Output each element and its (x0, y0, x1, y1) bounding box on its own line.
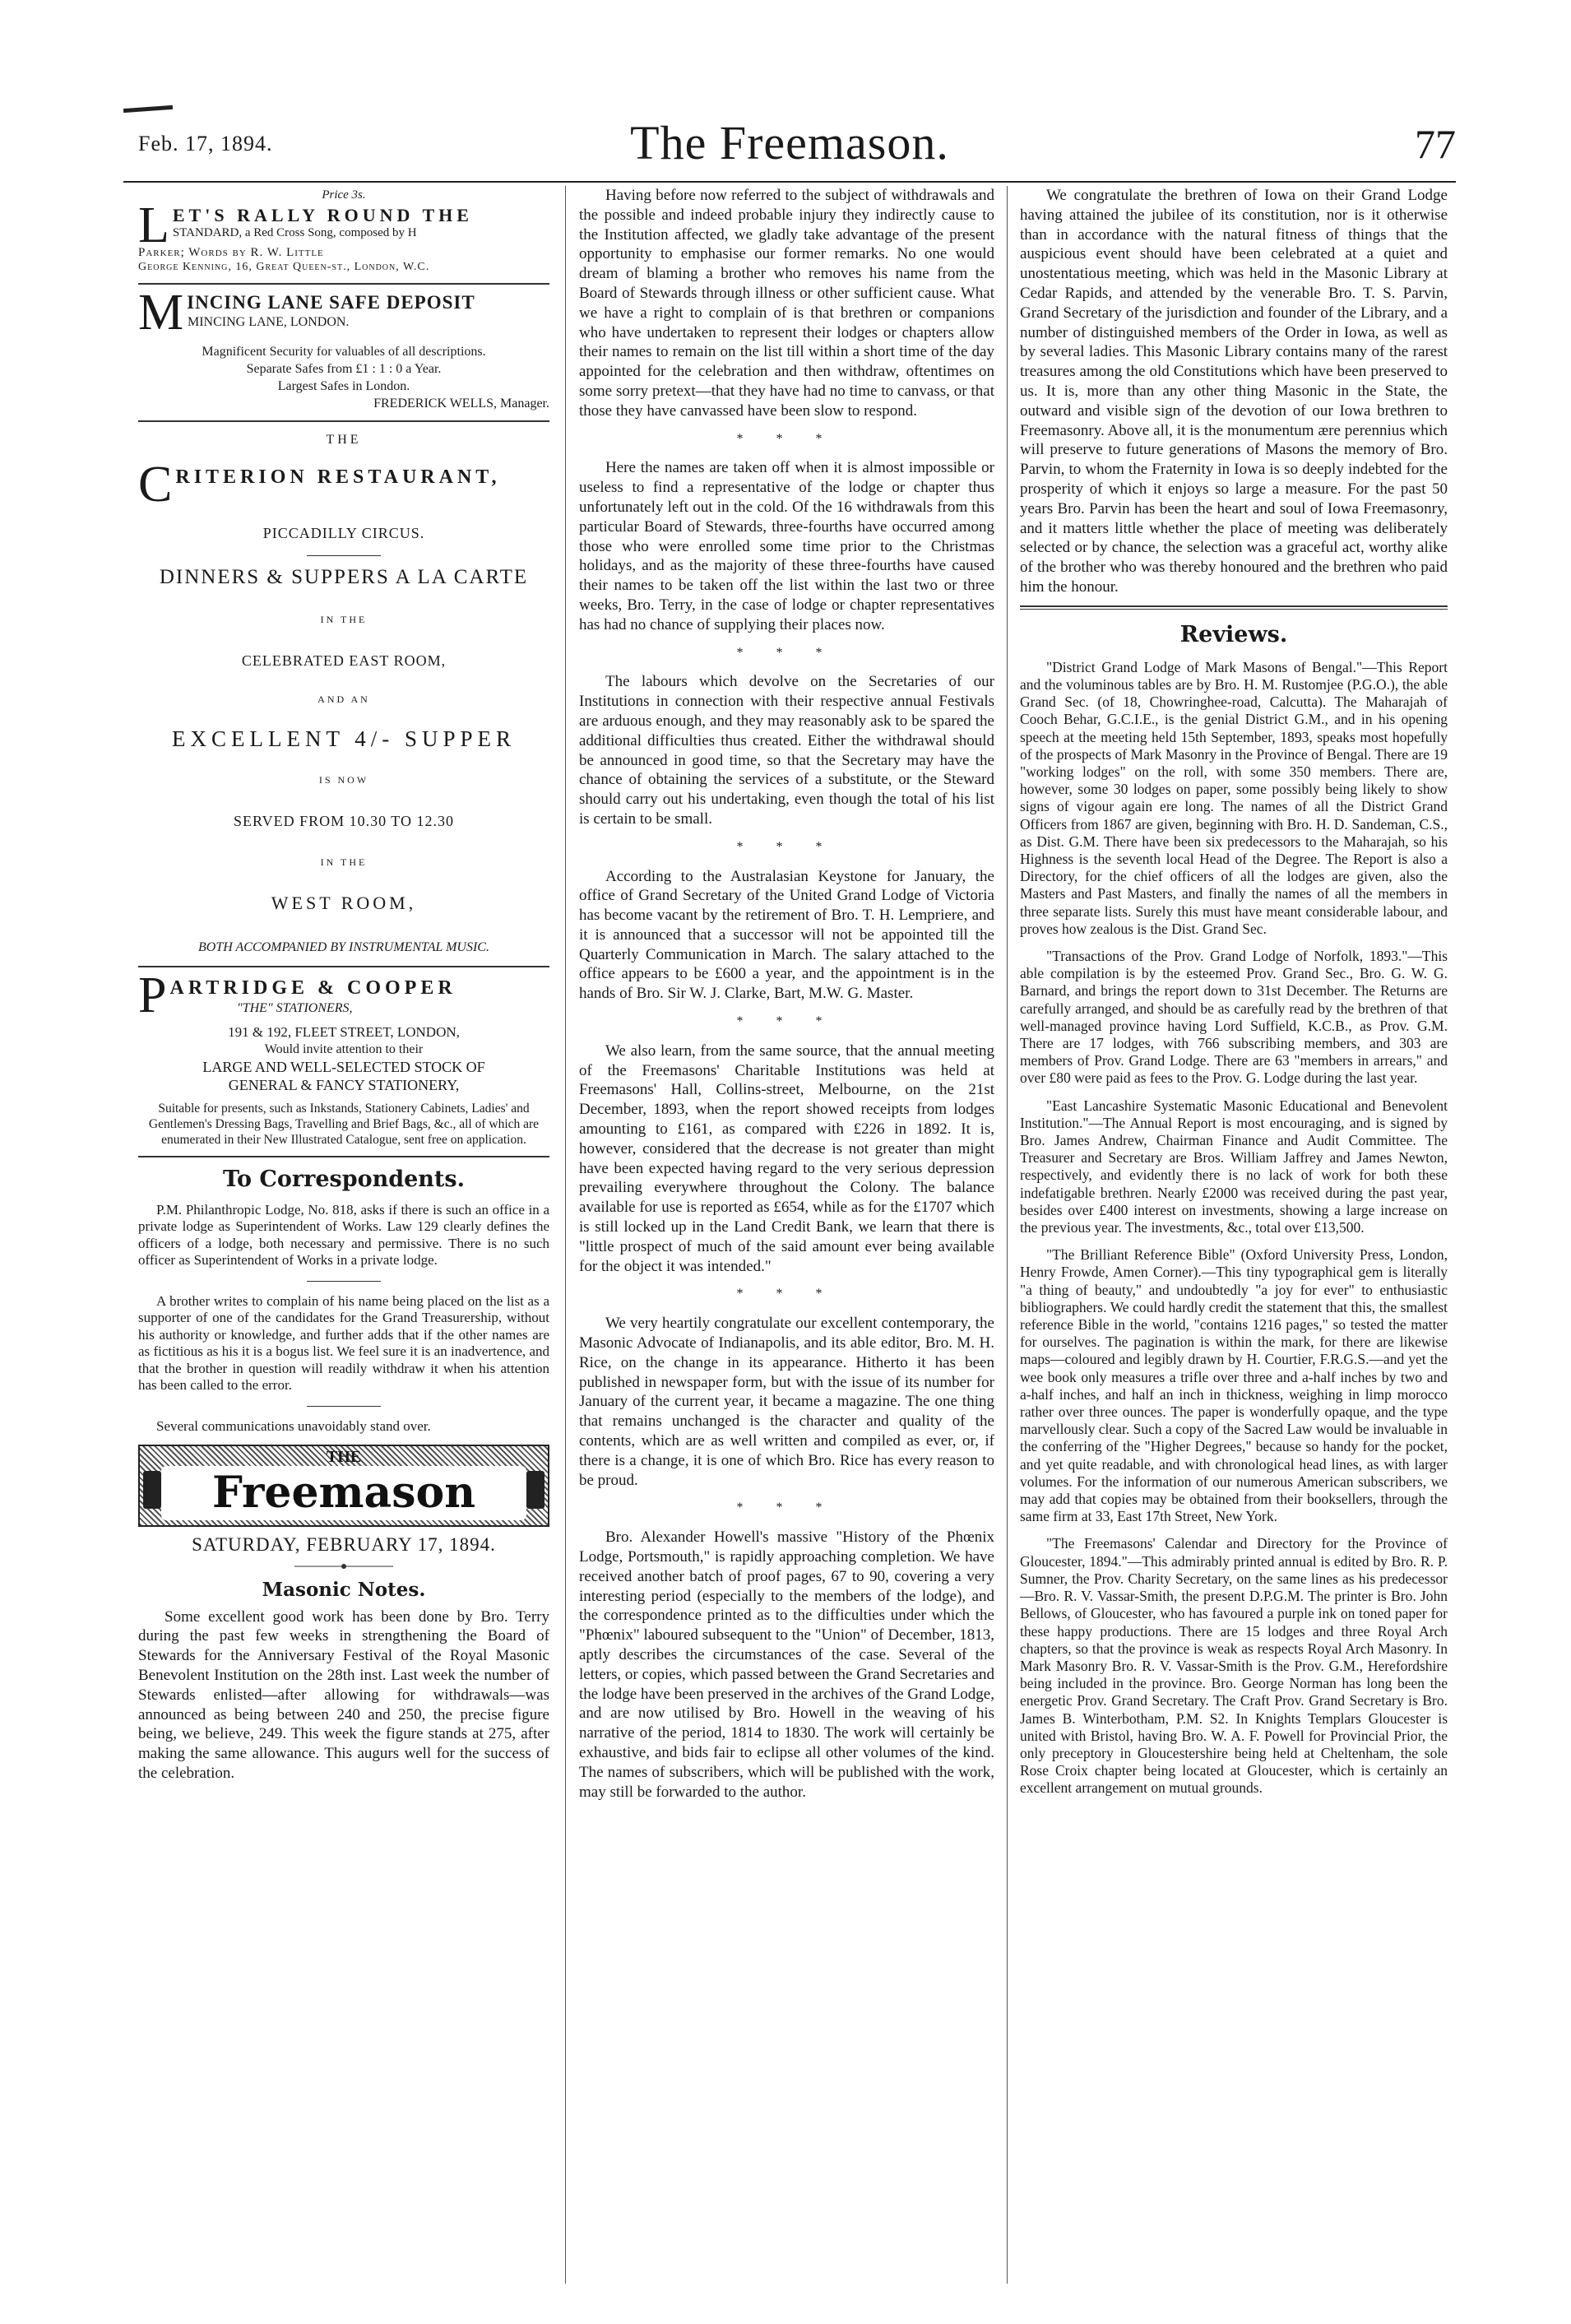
drop-initial: L (138, 197, 169, 253)
ad-separator (138, 1156, 549, 1157)
review-paragraph: "The Brilliant Reference Bible" (Oxford University Press, London, Henry Frowde, Amen Corner).—This tiny typographical gem is literally "a thing of beauty," and undoubtedly "a joy for ever" to enthusiastic bibliographers. We could hardly credit the statement that this, the smallest reference Bible in the world, "contains 1216 pages," so tested the matter for ourselves. The pagination is within the mark, for there are likewise maps—coloured and legibly drawn by H. Courtier, F.R.G.S.—and yet the wee book only measures a trifle over three and a-half inches by two and a-half inches, and half an inch in thickness, weighing in limp morocco rather over three ounces. The paper is wonderfully opaque, and the type marvellously clear. Such a copy of the Sacred Law would be invaluable in the conferring of the "Higher Degrees," because so handy for the pocket, and yet quite readable, and with chronological head lines, as with larger volumes. For the information of our numerous American subscribers, we may add that copies may be obtained from their booksellers, through the same firm at 33, East 17th Street, New York. (1020, 1246, 1448, 1525)
ad-line: Parker; Words by R. W. Little (138, 245, 324, 259)
correspondent-note: Several communications unavoidably stand over. (156, 1417, 431, 1434)
ad-rule (307, 555, 381, 556)
ad-line: George Kenning, 16, Great Queen-st., London, W.C. (138, 260, 430, 273)
section-stars: * * * (736, 645, 837, 660)
ad-small-caption: IN THE (320, 613, 368, 625)
ad-partridge-cooper (138, 967, 549, 1148)
note-rule (307, 1281, 381, 1282)
section-stars: * * * (736, 1287, 837, 1301)
section-stars: * * * (736, 431, 837, 446)
ad-separator (138, 283, 549, 285)
article-paragraph: According to the Australasian Keystone for January, the office of Grand Secretary of the United Grand Lodge of Victoria has become vacant by the retirement of Bro. T. H. Lempriere, and it is announced that a successor will not be appointed till the Quarterly Communication in March. The salary attached to the office appears to be £600 a year, and the appointment is in the hands of Bro. Sir W. J. Clarke, Bart, M.W. G. Master. (579, 867, 994, 1003)
section-heading-correspondents: To Correspondents. (222, 1166, 465, 1192)
section-stars: * * * (736, 1014, 837, 1029)
issue-dateline: SATURDAY, FEBRUARY 17, 1894. (192, 1534, 496, 1556)
ad-line: STANDARD, a Red Cross Song, composed by H (172, 225, 417, 239)
column-right (1020, 186, 1448, 1798)
drop-initial: M (138, 284, 184, 341)
correspondent-note: A brother writes to complain of his name being placed on the list as a supporter of one of the candidates for the Grand Treasurership, without his authority or knowledge, and further adds that if the other names are as fictitious as his it is a bogus list. We feel sure it is an inadvertence, and that the brother in question will readily withdraw it when his attention has been called to the error. (138, 1292, 549, 1394)
ad-line: BOTH ACCOMPANIED BY INSTRUMENTAL MUSIC. (198, 940, 489, 955)
ad-criterion (138, 430, 549, 958)
ad-line: LARGE AND WELL-SELECTED STOCK OF (202, 1058, 485, 1075)
review-paragraph: "The Freemasons' Calendar and Directory for the Province of Gloucester, 1894."—This admirably printed annual is edited by Bro. R. P. Sumner, the Prov. Charity Secretary, on the same lines as his predecessor—Bro. R. V. Vassar-Smith, the present D.P.G.M. The printer is Bro. John Bellows, of Gloucester, who has favoured a purple ink on toned paper for these happy productions. There are 15 lodges and three Royal Arch chapters, so that the province is weak as respects Royal Arch Masonry. In Mark Masonry Bro. R. V. Vassar-Smith is the Prov. G.M., Herefordshire being included in the province. Bro. George Norman has long been the energetic Prov. Grand Secretary. The Craft Prov. Grand Secretary is Bro. James B. Winterbotham, P.M. S2. In Knights Templars Gloucester is united with Bristol, having Bro. W. A. F. Powell for Provincial Prior, the only preceptory in Gloucestershire being held at Cheltenham, the sole Rose Croix chapter being located at Gloucester, which is certainly an excellent arrangement on mutual grounds. (1020, 1535, 1448, 1797)
ad-line: Would invite attention to their (264, 1041, 424, 1056)
ad-address: MINCING LANE, LONDON. (188, 314, 350, 329)
section-heading-reviews: Reviews. (1179, 621, 1288, 647)
ad-line: EXCELLENT 4/- SUPPER (171, 726, 516, 752)
masthead-rule (123, 181, 1456, 183)
ad-small-caption: IS NOW (318, 773, 369, 786)
section-stars: * * * (736, 839, 837, 854)
ad-line: Largest Safes in London. (277, 379, 410, 394)
ad-line: DINNERS & SUPPERS A LA CARTE (159, 565, 529, 588)
ad-headline: INCING LANE SAFE DEPOSIT (187, 291, 475, 313)
column-divider (1007, 186, 1008, 2284)
ad-headline: ET'S RALLY ROUND THE (172, 204, 473, 225)
ad-price: Price 3s. (322, 188, 366, 202)
ad-small-caption: THE (326, 433, 362, 448)
banner-the: THE (326, 1448, 362, 1467)
newspaper-title: The Freemason. (630, 116, 949, 169)
ad-line: Separate Safes from £1 : 1 : 0 a Year. (246, 362, 442, 377)
review-paragraph: "Transactions of the Prov. Grand Lodge of Norfolk, 1893."—This able compilation is by the esteemed Prov. Grand Sec., Bro. G. W. G. Barnard, and brings the report down to 31st December. The Returns are carefully arranged, and should be as carefully read by the brethren of that well-managed province having Lord Suffield, K.C.B., as Prov. G.M. There are 17 lodges, with 766 subscribing members, and 303 are members of Prov. Grand Lodge. There are 63 "members in arrears," and over £80 were paid as fees to the Prov. G. Lodge during the last year. (1020, 947, 1448, 1087)
article-paragraph: The labours which devolve on the Secretaries of our Institutions in connection with their respective annual Festivals are arduous enough, and they may reasonably ask to be spared the additional difficulties thus created. Either the withdrawal should be announced in good time, so that the Secretary may have the chance of obtaining the services of a substitute, or the Steward should carry out his undertaking, even though the total of his list is certain to be small. (579, 673, 994, 828)
ad-separator (138, 420, 549, 422)
column-middle (579, 186, 994, 1802)
ad-line: SERVED FROM 10.30 TO 12.30 (234, 812, 454, 829)
drop-initial: C (138, 457, 173, 513)
ad-headline: RITERION RESTAURANT, (175, 466, 501, 489)
ornament-divider (138, 1556, 549, 1576)
freemason-masthead-banner (138, 1445, 549, 1527)
article-paragraph: Bro. Alexander Howell's massive "History of the Phœnix Lodge, Portsmouth," is rapidly approaching completion. We have received another batch of proof pages, 67 to 90, covering a very interesting period (especially to the members of the lodge), and the correspondence printed as to the difficulties under which the "Phœnix" laboured subsequent to the "Union" of December, 1813, aptly describes the circumstances of the case. Several of the letters, or copies, which passed between the Grand Secretaries and the lodge have been preserved in the archives of the Grand Lodge, and are now utilised by Bro. Howell in the weaving of his narrative of the period, 1814 to 1830. The work will certainly be exhaustive, and bids fair to eclipse all other volumes of the kind. The names of subscribers, which will be published with the work, may still be forwarded to the author. (579, 1528, 994, 1801)
review-paragraph: "District Grand Lodge of Mark Masons of Bengal."—This Report and the voluminous tables are by Bro. H. M. Rustomjee (P.G.O.), the able Grand Sec. (of 18, Chowringhee-road, Calcutta). The Maharajah of Cooch Behar, G.C.I.E., is the genial District G.M., and in his opening speech at the meeting held 15th September, 1893, speaks most hopefully of the prospects of Mark Masonry in the Province of Bengal. There are 19 "working lodges" on the roll, with some 350 members. There are, however, some 30 lodges on paper, some possibly being likely to show signs of vigour again ere long. The names of all the District Grand Officers from 1867 are given, beginning with Bro. H. D. Sandeman, C.S., as Dist. G.M. There have been six predecessors to the Maharajah, so his Highness is the seventh local Head of the Degree. The Report is also a Directory, for the chief officers of all the lodges are given, also the Masters and Past Masters, and finally the names of all the members in three separate lists. Surely this must have meant considerable labour, and proves how zealous is the Dist. Grand Sec. (1020, 658, 1448, 937)
section-rule (1020, 605, 1448, 610)
banner-title: Freemason (161, 1466, 526, 1520)
section-stars: * * * (736, 1501, 837, 1515)
printers-dash (123, 105, 173, 113)
ad-line: CELEBRATED EAST ROOM, (241, 652, 447, 669)
column-left (138, 186, 549, 1784)
correspondent-note: P.M. Philanthropic Lodge, No. 818, asks if there is such an office in a private lodge as Superintendent of Works. Law 129 clearly defines the officers of a lodge, both necessary and permissive. There is no such officer as Superintendent of Works in a private lodge. (138, 1201, 549, 1269)
ad-address: 191 & 192, FLEET STREET, LONDON, (228, 1023, 460, 1040)
ad-rally-song (138, 186, 549, 275)
note-rule (307, 1406, 381, 1407)
ad-small-caption: AND AN (317, 693, 370, 706)
ad-headline: ARTRIDGE & COOPER (169, 976, 456, 999)
banner-ornament (526, 1471, 545, 1509)
ad-line: WEST ROOM, (271, 893, 417, 914)
ad-body: Suitable for presents, such as Inkstands, Stationery Cabinets, Ladies' and Gentlemen's Dressing Bags, Travelling and Brief Bags, &c., all of which are enumerated in their New Illustrated Catalogue, sent free on application. (148, 1101, 540, 1147)
article-paragraph: We also learn, from the same source, that the annual meeting of the Freemasons' Charitable Institutions was held at Freemasons' Hall, Collins-street, Melbourne, on the 21st December, 1893, when the report showed receipts from lodges amounting to £161, as compared with £226 in 1892. It is, however, considered that the decrease is not greater than might have been expected having regard to the very serious depression prevailing everywhere throughout the Colony. The balance available for use is reported as £654, while as for the £1707 which is still locked up in the Land Credit Bank, we learn that there is "little prospect of much of the said amount ever being available for the object it was intended." (579, 1041, 994, 1275)
article-paragraph: Here the names are taken off when it is almost impossible or useless to find a representative of the lodge or chapter thus unfortunately left out in the cold. Of the 16 withdrawals from this particular Board of Stewards, three-fourths have occurred among those who were enrolled some time prior to the Christmas holidays, and as the majority of these three-fourths have caused their names to be taken off the list within the last two or three weeks, Bro. Terry, in the case of lodge or chapter representatives has had no chance of supplying their places now. (579, 459, 994, 633)
issue-date: Feb. 17, 1894. (138, 132, 273, 155)
section-heading-masonic-notes: Masonic Notes. (262, 1578, 426, 1601)
ad-mincing-lane (138, 284, 549, 413)
masthead (123, 115, 1456, 181)
review-paragraph: "East Lancashire Systematic Masonic Educational and Benevolent Institution."—The Annual Report is most encouraging, and is signed by Bro. James Andrew, Chairman Finance and Audit Committee. The Treasurer and Secretary are Bros. William Jaffrey and James Newton, respectively, and evidently there is no lack of work for both these indefatigable brethren. Nearly £2000 was received during the past year, besides over £400 interest on investments, showing a large increase on the previous year. The investments, &c., total over £13,500. (1020, 1097, 1448, 1236)
ornament-icon (294, 1562, 393, 1570)
ad-manager: FREDERICK WELLS, Manager. (373, 397, 549, 411)
page-number: 77 (1415, 121, 1456, 167)
article-paragraph: We very heartily congratulate our excellent contemporary, the Masonic Advocate of Indianapolis, and its able editor, Bro. M. H. Rice, on the change in its appearance. Hitherto it has been published in newspaper form, but with the issue of its number for January of the current year, it became a magazine. The one thing that remains unchanged is the character and quality of the contents, which are as well written and compiled as ever, or, if there is a change, it is one of which Bro. Rice has every reason to be proud. (579, 1315, 994, 1489)
ad-line: GENERAL & FANCY STATIONERY, (228, 1076, 460, 1093)
column-divider (565, 186, 566, 2284)
article-paragraph: Having before now referred to the subject of withdrawals and the possible and indeed probable injury they indirectly cause to the Institution affected, we gladly take advantage of the present opportunity to emphasise our former remarks. No one would dream of blaming a brother who removes his name from the Board of Stewards through illness or other sufficient cause. What we have a right to complain of is that brethren or companions who have undertaken to represent their lodges or chapters allow their names to remain on the list till within a short time of the day appointed for the celebration and then withdraw, oftentimes on some sorry pretext—that they have had no time to canvass, or that those they have canvassed have been slow to respond. (579, 187, 994, 420)
ad-small-caption: IN THE (320, 856, 368, 868)
ad-separator (138, 966, 549, 967)
article-paragraph: Some excellent good work has been done by Bro. Terry during the past few weeks in strengthening the Board of Stewards for the Anniversary Festival of the Royal Masonic Benevolent Institution on the 28th inst. Last week the number of Stewards enlisted—after allowing for withdrawals—was announced as being between 240 and 250, the precise figure being, we believe, 249. This week the figure stands at 275, after making the same allowance. This augurs well for the success of the celebration. (138, 1607, 549, 1783)
ad-location: PICCADILLY CIRCUS. (262, 525, 425, 542)
banner-ornament (143, 1471, 161, 1509)
ad-subheadline: "THE" STATIONERS, (237, 1000, 353, 1015)
article-paragraph: We congratulate the brethren of Iowa on their Grand Lodge having attained the jubilee of its constitution, nor is it otherwise than in accordance with the natural fitness of things that the auspicious event should have been celebrated at a quiet and unostentatious meeting, which was held in the Masonic Library at Cedar Rapids, and attended by the venerable Bro. T. S. Parvin, Grand Secretary of the jurisdiction and founder of the Library, and a number of distinguished members of the Order in Iowa, as well as by several ladies. This Masonic Library contains many of the rarest treasures among the old Constitutions which have been preserved to us. It is, more than any other thing Masonic in the State, the outward and visible sign of the devotion of our Iowa brethren to Freemasonry. Above all, it is the monumentum ære perennius which will preserve to future generations of Masons the memory of Bro. Parvin, to whom the Fraternity in Iowa is so deeply indebted for the prosperity of which it enjoys so large a measure. For the past 50 years Bro. Parvin has been the heart and soul of Iowa Freemasonry, and it matters little whether the place of meeting was deliberately selected or by chance, the selection was a graceful act, worthy alike of the brother who was thereby honoured and the brethren who paid him the honour. (1020, 187, 1448, 596)
drop-initial: P (138, 967, 167, 1023)
ad-line: Magnificent Security for valuables of all descriptions. (202, 345, 486, 360)
